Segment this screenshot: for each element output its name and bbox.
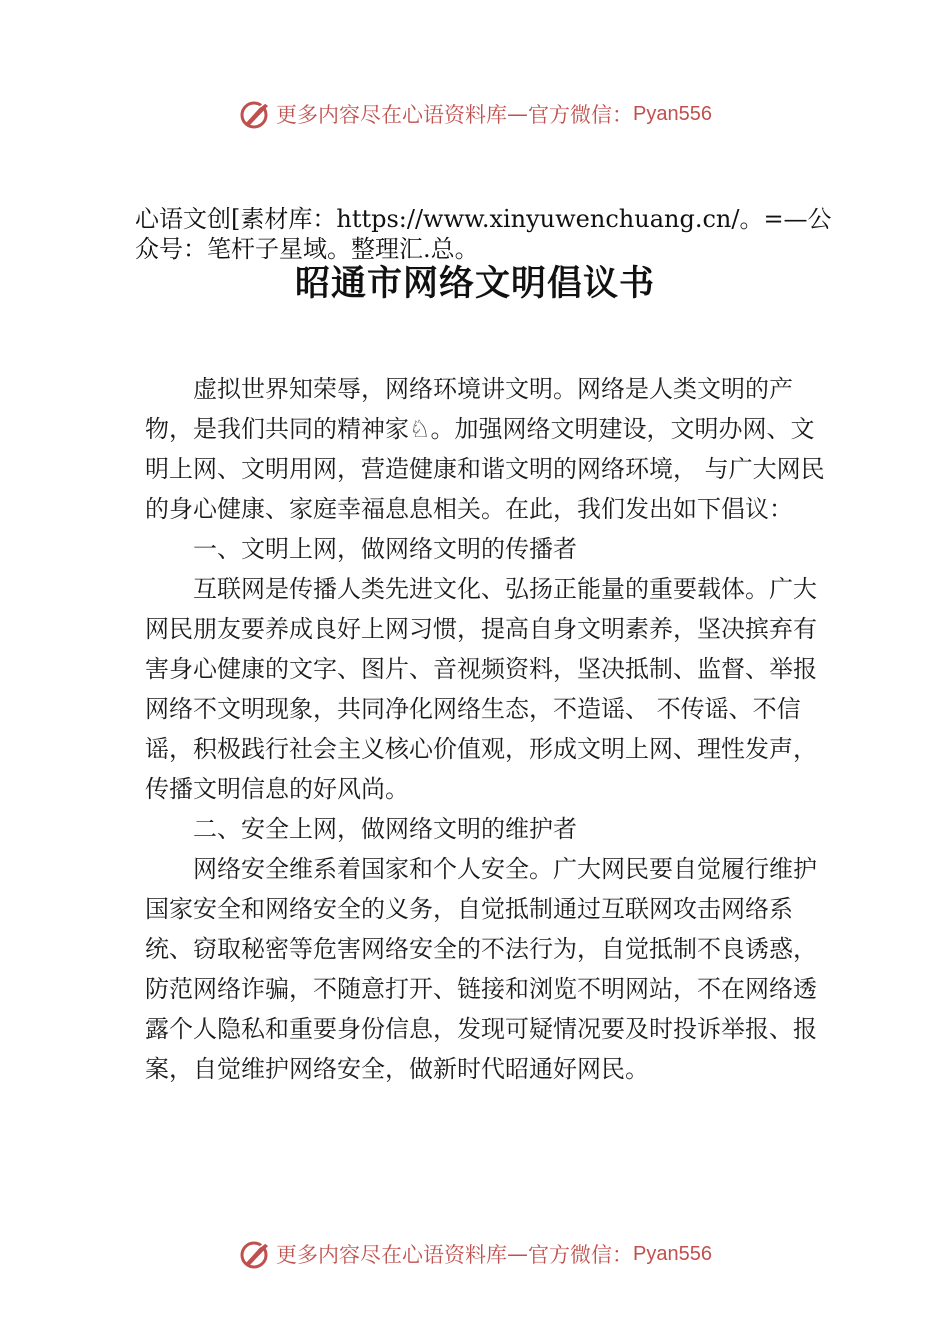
footer-banner (0, 1234, 950, 1274)
banner-left-text: 更多内容尽在心语资料库 (276, 103, 508, 127)
section-paragraph-1: 互联网是传播人类先进文化、弘扬正能量的重要载体。广大网民朋友要养成良好上网习惯，提高自身文明素养，坚决摈弃有害身心健康的文字、图片、音视频资料，坚决抵制、监督、举报网络不文明现象，共同净化网络生态，不造谣、 不传谣、不信谣，积极践行社会主义核心价值观，形成文明上网、理性发声，传播文明信息的好风尚。 (145, 575, 817, 803)
section-paragraph-2: 网络安全维系着国家和个人安全。广大网民要自觉履行维护国家安全和网络安全的义务，自觉抵制通过互联网攻击网络系统、窃取秘密等危害网络安全的不法行为，自觉抵制不良诱惑，防范网络诈骗，不随意打开、链接和浏览不明网站，不在网络透露个人隐私和重要身份信息，发现可疑情况要及时投诉举报、报案，自觉维护网络安全，做新时代昭通好网民。 (145, 855, 817, 1083)
banner-right-text: 官方微信： (528, 1243, 634, 1267)
banner-dash: — (507, 102, 529, 126)
banner-wechat-id: Pyan556 (633, 102, 712, 125)
banner-dash: — (507, 1242, 529, 1266)
document-body (145, 369, 825, 1089)
banner-left-text: 更多内容尽在心语资料库 (276, 1243, 508, 1267)
section-heading-1: 一、文明上网，做网络文明的传播者 (193, 535, 577, 563)
source-line: 心语文创[素材库：https://www.xinyuwenchuang.cn/。=—公众号：笔杆子星域。整理汇.总。 (135, 205, 832, 263)
document-title: 昭通市网络文明倡议书 (294, 263, 655, 304)
intro-paragraph: 虚拟世界知荣辱，网络环境讲文明。网络是人类文明的产物，是我们共同的精神家♘。加强网络文明建设，文明办网、文明上网、文明用网，营造健康和谐文明的网络环境， 与广大网民的身心健康、家庭幸福息息相关。在此，我们发出如下倡议： (145, 375, 825, 523)
section-heading-2: 二、安全上网，做网络文明的维护者 (193, 815, 577, 843)
header-banner (0, 94, 950, 134)
quill-pen-logo-icon (238, 1237, 272, 1271)
quill-pen-logo-icon (238, 97, 272, 131)
banner-right-text: 官方微信： (528, 103, 634, 127)
banner-wechat-id: Pyan556 (633, 1242, 712, 1265)
